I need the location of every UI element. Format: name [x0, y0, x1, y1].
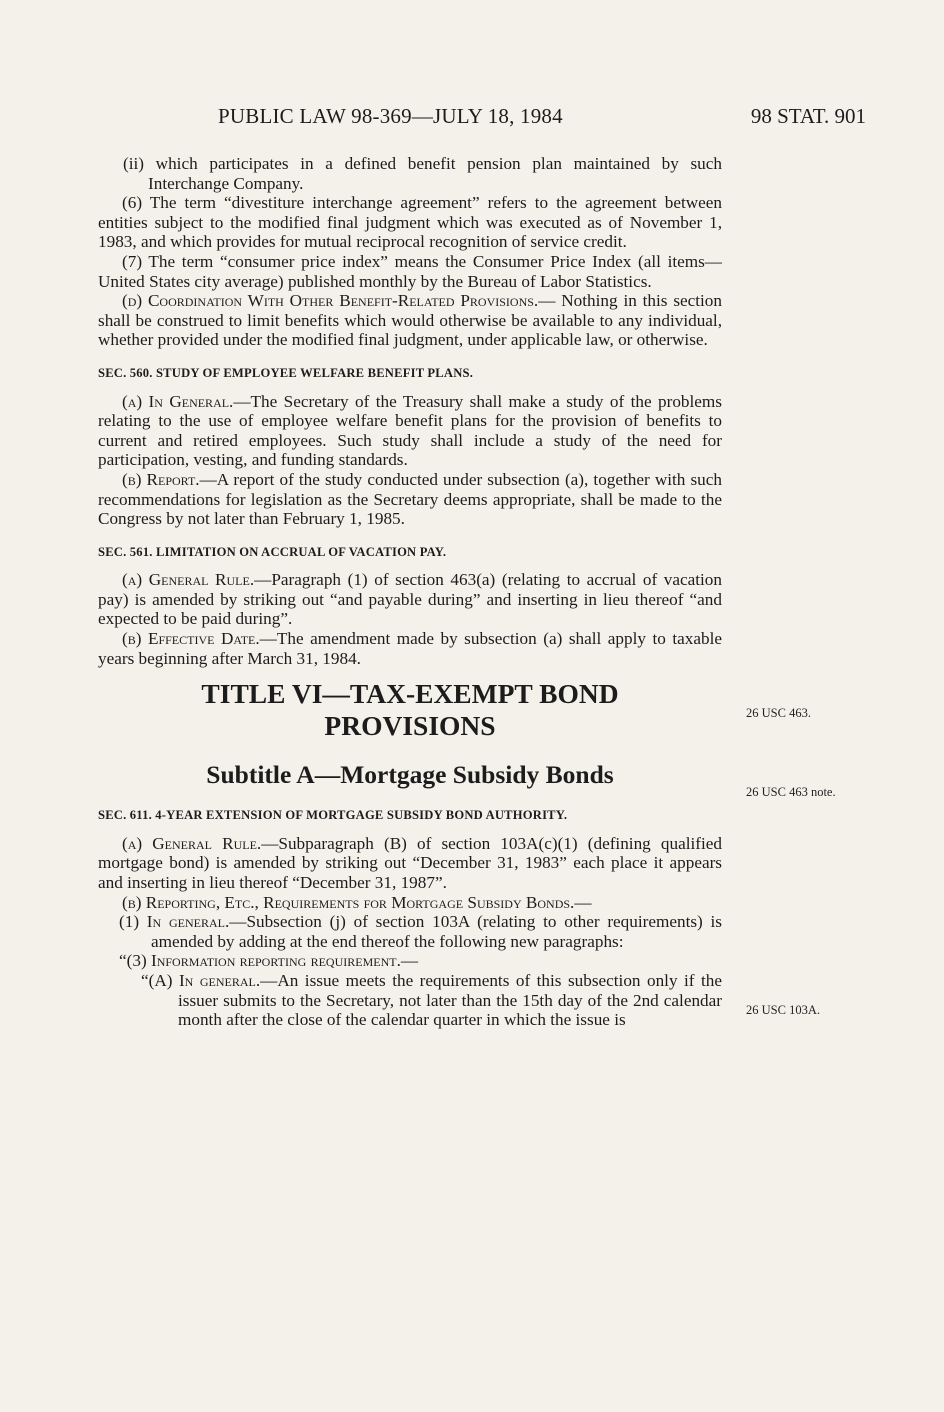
- section-561-a: [98, 570, 722, 629]
- paragraph-3-heading: [98, 951, 722, 971]
- title-vi-line-1: TITLE VI—TAX-EXEMPT BOND: [201, 678, 619, 710]
- section-611-a: [98, 834, 722, 893]
- section-560-b: [98, 470, 722, 529]
- paragraph-3-A-heading: “(A) In general.—: [141, 971, 278, 990]
- section-560-b-heading: (b) Report.—: [122, 469, 217, 489]
- section-611-a-text: Subparagraph (B) of section 103A(c)(1) (defining qualified mortgage bond) is amended by striking out “December 31, 1983” each place it appears and inserting in lieu thereof “December 31, 1987”.: [98, 833, 722, 893]
- section-561-b: [98, 629, 722, 668]
- document-body: [98, 154, 722, 1030]
- section-561-a-heading: (a) General Rule.—: [122, 570, 272, 590]
- margin-note-26-usc-463: 26 USC 463.: [746, 706, 811, 720]
- paragraph-ii: (ii) which participates in a defined benefit pension plan maintained by such Interchange Company.: [123, 154, 722, 193]
- margin-note-26-usc-463-note: 26 USC 463 note.: [746, 785, 836, 799]
- paragraph-d-heading: (d) Coordination With Other Benefit-Related Provisions.—: [122, 291, 556, 311]
- paragraph-3-A: [98, 971, 722, 1030]
- section-560-heading: SEC. 560. STUDY OF EMPLOYEE WELFARE BENEFIT PLANS.: [98, 365, 474, 380]
- paragraph-6: (6) The term “divestiture interchange agreement” refers to the agreement between entities subject to the modified final judgment which was executed as of November 1, 1983, and which provides for mutual reciprocal recognition of service credit.: [98, 193, 722, 252]
- section-611-b-1: [98, 912, 722, 951]
- margin-note-26-usc-103a: 26 USC 103A.: [746, 1003, 820, 1017]
- page-header: [100, 104, 866, 134]
- title-vi-heading: [98, 678, 722, 742]
- section-611-heading: SEC. 611. 4-YEAR EXTENSION OF MORTGAGE SUBSIDY BOND AUTHORITY.: [98, 808, 568, 823]
- subtitle-a-heading: Subtitle A—Mortgage Subsidy Bonds: [206, 760, 614, 790]
- header-title: PUBLIC LAW 98-369—JULY 18, 1984: [218, 104, 563, 128]
- header-stat-citation: 98 STAT. 901: [750, 104, 866, 128]
- paragraph-7: (7) The term “consumer price index” means the Consumer Price Index (all items—United States city average) published monthly by the Bureau of Labor Statistics.: [98, 251, 722, 291]
- section-611-b: [98, 893, 722, 913]
- section-561-b-heading: (b) Effective Date.—: [122, 629, 277, 649]
- paragraph-3-A-text: An issue meets the requirements of this subsection only if the issuer submits to the Secretary, not later than the 15th day of the 2nd calendar month after the close of the calendar quarter in which the issue is: [178, 971, 722, 1030]
- section-560-a-text: The Secretary of the Treasury shall make a study of the problems relating to the use of employee welfare benefit plans for the provision of benefits to current and retired employees. Such study shall include a study of the need for participation, vesting, and funding standards.: [98, 391, 722, 470]
- title-vi-line-2: PROVISIONS: [324, 710, 496, 742]
- section-560-a-heading: (a) In General.—: [122, 391, 251, 411]
- paragraph-3-label: “(3) Information reporting requirement.—: [119, 951, 419, 971]
- section-560-a: [98, 392, 722, 470]
- section-561-b-text: The amendment made by subsection (a) shall apply to taxable years beginning after March 31, 1984.: [98, 629, 722, 668]
- paragraph-d: [98, 291, 722, 350]
- section-611-b-heading: (b) Reporting, Etc., Requirements for Mortgage Subsidy Bonds.—: [122, 892, 592, 912]
- section-611-a-heading: (a) General Rule.—: [122, 833, 279, 853]
- section-561-heading: SEC. 561. LIMITATION ON ACCRUAL OF VACATION PAY.: [98, 544, 447, 559]
- paragraph-d-text: Nothing in this section shall be construed to limit benefits which would otherwise be available to any individual, whether provided under the modified final judgment, under applicable law, or otherwise.: [98, 291, 722, 350]
- section-561-a-text: Paragraph (1) of section 463(a) (relating to accrual of vacation pay) is amended by striking out “and payable during” and inserting in lieu thereof “and expected to be paid during”.: [98, 570, 722, 629]
- section-611-b-1-text: Subsection (j) of section 103A (relating to other requirements) is amended by adding at the end thereof the following new paragraphs:: [151, 912, 722, 951]
- section-611-b-1-heading: (1) In general.—: [119, 912, 247, 932]
- section-560-b-text: A report of the study conducted under subsection (a), together with such recommendations for legislation as the Secretary deems appropriate, shall be made to the Congress by not later than February 1, 1985.: [98, 469, 722, 529]
